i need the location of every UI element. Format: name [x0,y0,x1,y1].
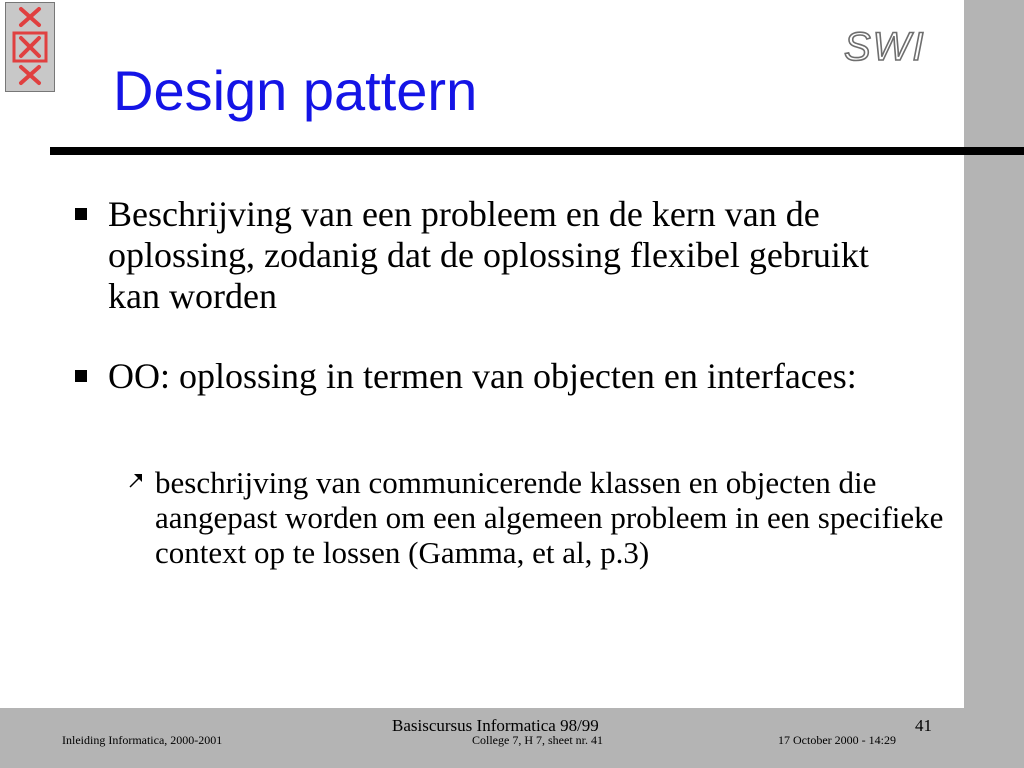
right-gray-band [964,0,1024,708]
swi-logo-text: SWI [844,25,926,69]
footer-left-text: Inleiding Informatica, 2000-2001 [62,733,223,747]
bullet-square-icon [75,370,87,382]
slide-title: Design pattern [113,59,478,122]
bullet-1-text: Beschrijving van een probleem en de kern van de oplossing, zodanig dat de oplossing flexibel gebruikt kan worden [108,194,869,316]
university-crest-icon [6,3,54,91]
footer-date: 17 October 2000 - 14:29 [778,733,896,747]
footer-sheet-number: College 7, H 7, sheet nr. 41 [472,733,603,747]
university-logo [5,2,55,92]
footer-course-title: Basiscursus Informatica 98/99 [392,716,599,735]
sub-bullet-text: beschrijving van communicerende klassen en objecten die aangepast worden om een algemeen probleem in een specifieke context op te lossen (Gamma, et al, p.3) [155,465,944,570]
title-divider [50,147,1024,155]
bullet-2-text: OO: oplossing in termen van objecten en interfaces: [108,356,857,396]
page-number: 41 [915,716,932,735]
swi-logo [840,22,950,72]
bullet-square-icon [75,208,87,220]
sub-bullet-arrow-icon [125,470,147,492]
